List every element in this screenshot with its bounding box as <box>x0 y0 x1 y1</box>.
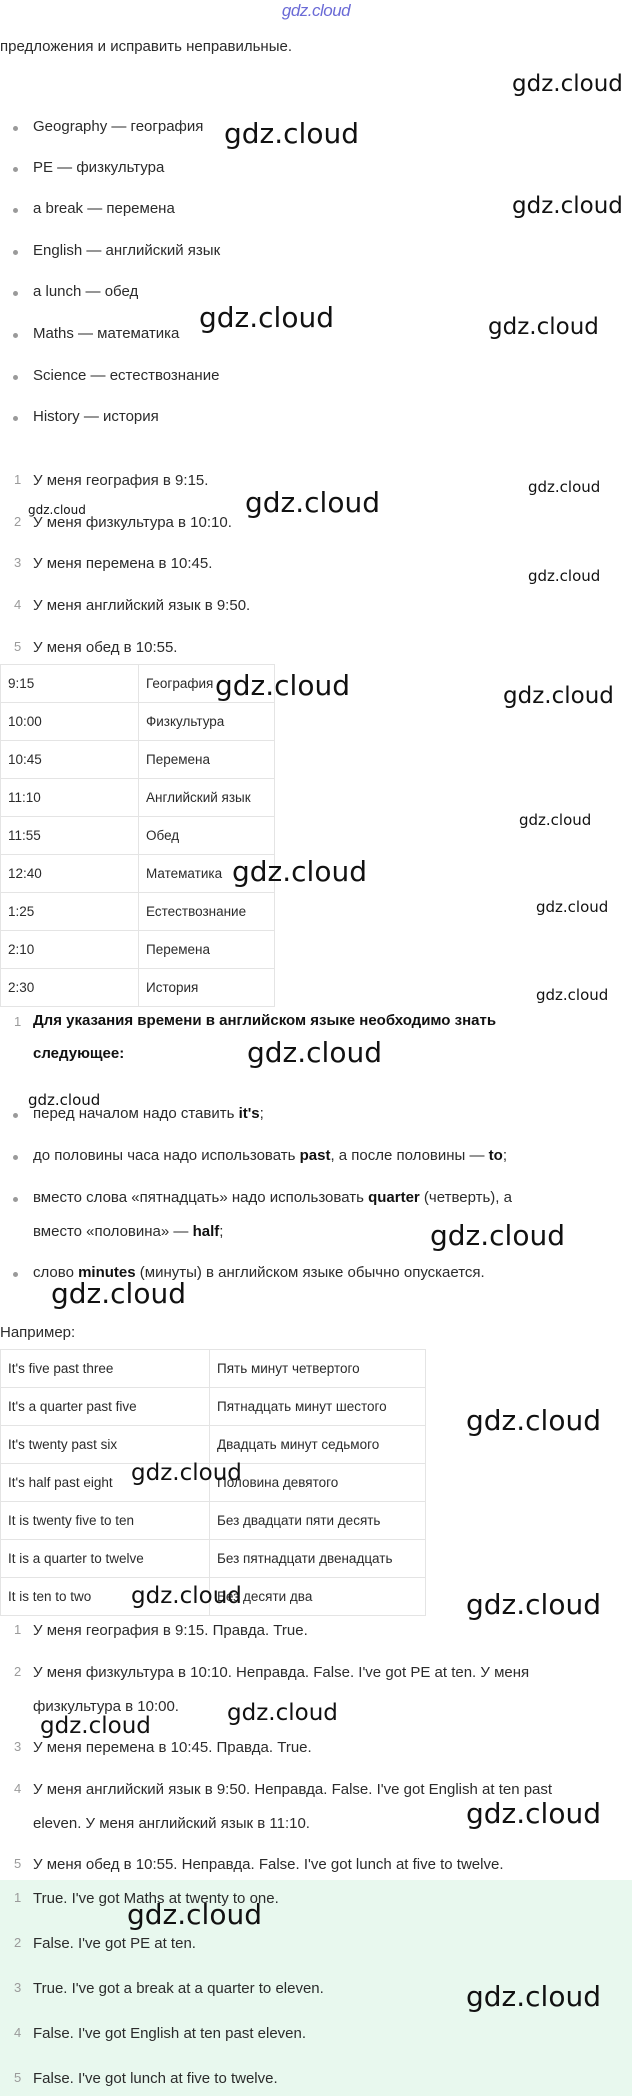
table-row: 12:40 Математика <box>1 855 275 893</box>
example-label: Например: <box>0 1324 76 1341</box>
table-row: It is ten to two Без десяти два <box>1 1578 426 1616</box>
watermark: gdz.cloud <box>430 1219 565 1252</box>
watermark: gdz.cloud <box>131 1583 242 1609</box>
watermark: gdz.cloud <box>512 193 623 219</box>
table-row: It's five past three Пять минут четвертого <box>1 1350 426 1388</box>
watermark: gdz.cloud <box>528 567 601 585</box>
watermark: gdz.cloud <box>247 1036 382 1069</box>
table-row: 11:10 Английский язык <box>1 779 275 817</box>
watermark: gdz.cloud <box>536 898 609 916</box>
site-logo[interactable]: gdz.cloud <box>281 1 351 20</box>
rules-heading: Для указания времени в английском языке необходимо знать следующее: <box>33 1012 497 1062</box>
table-row: 1:25 Естествознание <box>1 893 275 931</box>
table-row: 2:30 История <box>1 969 275 1007</box>
schedule-table <box>0 664 275 1007</box>
watermark: gdz.cloud <box>528 478 601 496</box>
watermark: gdz.cloud <box>503 683 614 709</box>
table-row: It's twenty past six Двадцать минут седьмого <box>1 1426 426 1464</box>
intro-text: предложения и исправить неправильные. <box>0 38 293 55</box>
watermark: gdz.cloud <box>28 1091 101 1109</box>
watermark: gdz.cloud <box>466 1404 601 1437</box>
watermark: gdz.cloud <box>466 1797 601 1830</box>
watermark: gdz.cloud <box>215 669 350 702</box>
watermark: gdz.cloud <box>40 1713 151 1739</box>
table-row: 9:15 География <box>1 665 275 703</box>
table-row: 11:55 Обед <box>1 817 275 855</box>
watermark: gdz.cloud <box>224 117 359 150</box>
watermark: gdz.cloud <box>131 1460 242 1486</box>
table-row: It is twenty five to ten Без двадцати пяти десять <box>1 1502 426 1540</box>
table-row: 2:10 Перемена <box>1 931 275 969</box>
watermark: gdz.cloud <box>466 1980 601 2013</box>
watermark: gdz.cloud <box>512 71 623 97</box>
table-row: It is a quarter to twelve Без пятнадцати двенадцать <box>1 1540 426 1578</box>
table-row: It's a quarter past five Пятнадцать минут шестого <box>1 1388 426 1426</box>
table-row: 10:45 Перемена <box>1 741 275 779</box>
table-row: It's half past eight Половина девятого <box>1 1464 426 1502</box>
watermark: gdz.cloud <box>536 986 609 1004</box>
watermark: gdz.cloud <box>199 301 334 334</box>
watermark: gdz.cloud <box>488 314 599 340</box>
watermark: gdz.cloud <box>466 1588 601 1621</box>
watermark: gdz.cloud <box>51 1277 186 1310</box>
watermark: gdz.cloud <box>232 855 367 888</box>
watermark: gdz.cloud <box>245 486 380 519</box>
watermark: gdz.cloud <box>28 503 86 517</box>
table-row: 10:00 Физкультура <box>1 703 275 741</box>
watermark: gdz.cloud <box>519 811 592 829</box>
watermark: gdz.cloud <box>227 1700 338 1726</box>
watermark: gdz.cloud <box>127 1898 262 1931</box>
